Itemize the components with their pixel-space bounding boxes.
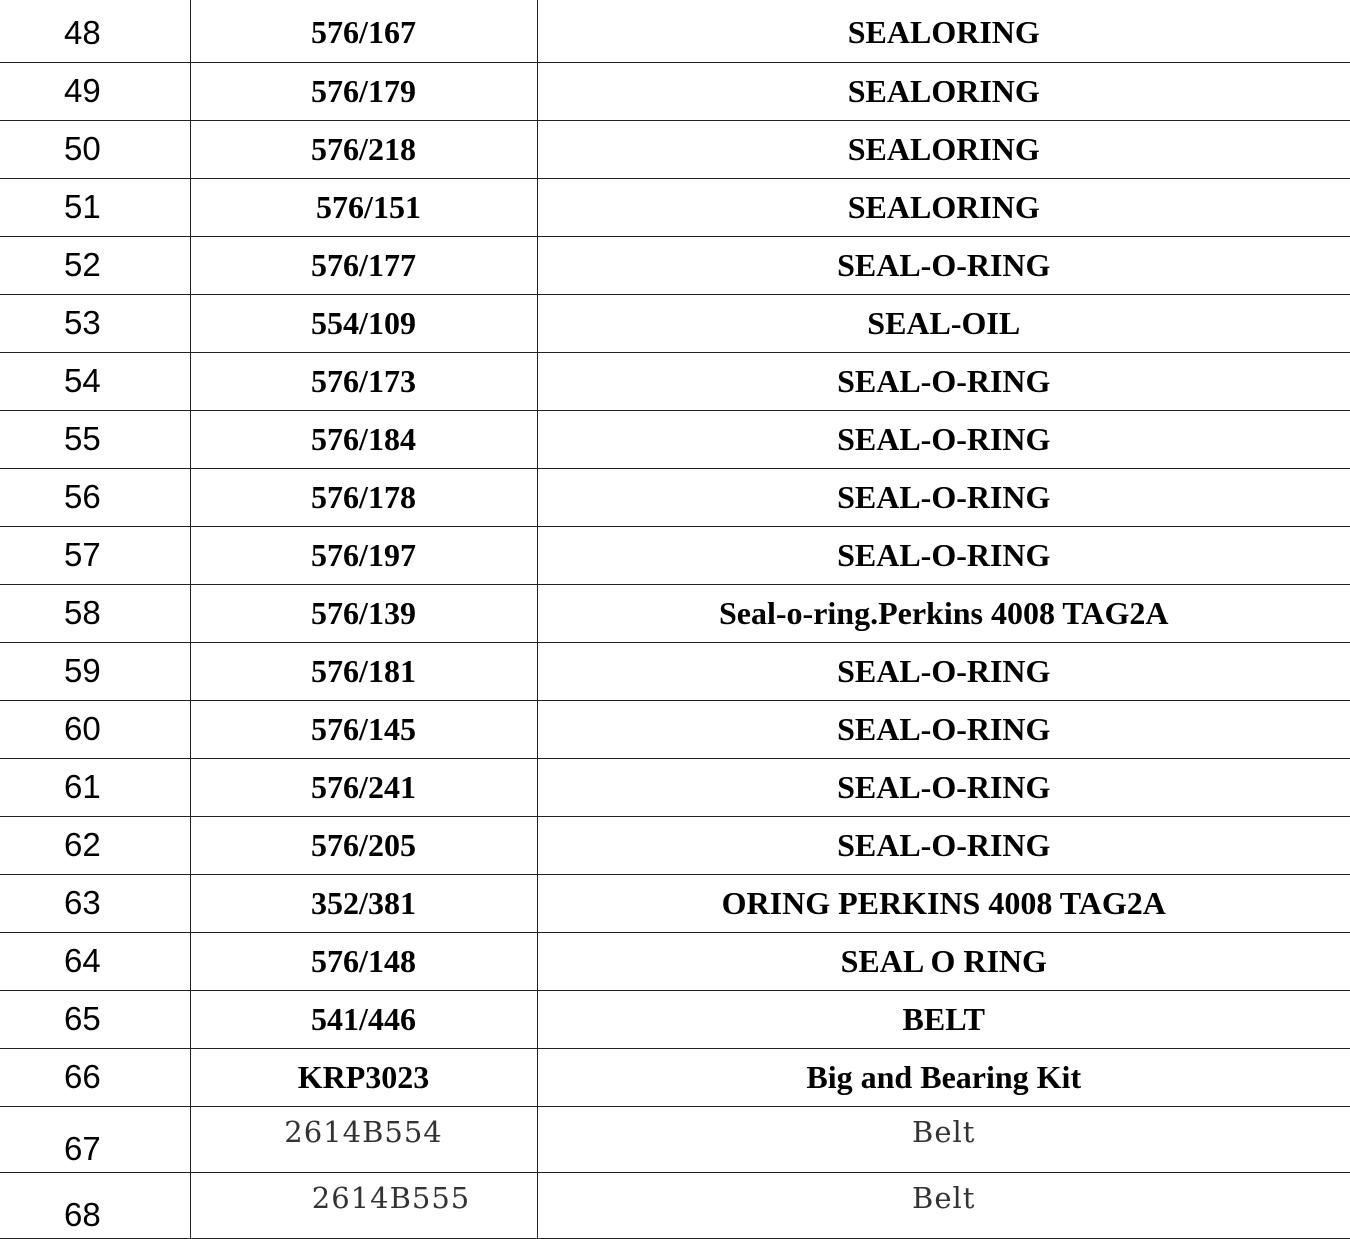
part-description: SEALORING	[537, 120, 1350, 178]
part-description: Belt	[537, 1106, 1350, 1172]
part-number: 576/151	[190, 178, 537, 236]
part-number: 576/197	[190, 526, 537, 584]
table-row	[0, 584, 1350, 642]
part-description: SEAL O RING	[537, 932, 1350, 990]
part-number: 576/184	[190, 410, 537, 468]
part-description: SEAL-O-RING	[537, 352, 1350, 410]
part-description: ORING PERKINS 4008 TAG2A	[537, 874, 1350, 932]
row-number: 58	[0, 584, 190, 642]
row-number: 60	[0, 700, 190, 758]
row-number: 49	[0, 62, 190, 120]
part-number: 576/218	[190, 120, 537, 178]
table-row	[0, 816, 1350, 874]
table-row	[0, 526, 1350, 584]
table-row	[0, 1106, 1350, 1172]
part-description: BELT	[537, 990, 1350, 1048]
row-number: 57	[0, 526, 190, 584]
table-row	[0, 874, 1350, 932]
row-number: 48	[0, 4, 190, 62]
part-description: SEAL-O-RING	[537, 526, 1350, 584]
row-number: 68	[0, 1172, 190, 1238]
part-description: SEAL-OIL	[537, 294, 1350, 352]
table-row	[0, 1172, 1350, 1238]
part-description: SEALORING	[537, 62, 1350, 120]
parts-table	[0, 4, 1350, 1239]
part-description: SEAL-O-RING	[537, 758, 1350, 816]
row-number: 61	[0, 758, 190, 816]
table-row	[0, 932, 1350, 990]
part-number: 576/173	[190, 352, 537, 410]
part-number: 576/205	[190, 816, 537, 874]
part-number: 576/139	[190, 584, 537, 642]
part-number: 576/241	[190, 758, 537, 816]
row-number: 50	[0, 120, 190, 178]
part-number: KRP3023	[190, 1048, 537, 1106]
part-description: Big and Bearing Kit	[537, 1048, 1350, 1106]
part-number: 576/145	[190, 700, 537, 758]
part-description: SEALORING	[537, 178, 1350, 236]
row-number: 55	[0, 410, 190, 468]
row-number: 59	[0, 642, 190, 700]
table-row	[0, 468, 1350, 526]
row-number: 56	[0, 468, 190, 526]
part-description: Belt	[537, 1172, 1350, 1238]
table-row	[0, 410, 1350, 468]
table-row	[0, 700, 1350, 758]
part-number: 2614B554	[190, 1106, 537, 1172]
row-number: 52	[0, 236, 190, 294]
part-number: 576/148	[190, 932, 537, 990]
part-number: 576/177	[190, 236, 537, 294]
part-number: 352/381	[190, 874, 537, 932]
row-number: 54	[0, 352, 190, 410]
table-row	[0, 4, 1350, 62]
part-number: 554/109	[190, 294, 537, 352]
table-row	[0, 294, 1350, 352]
row-number: 64	[0, 932, 190, 990]
part-description: SEAL-O-RING	[537, 410, 1350, 468]
row-number: 66	[0, 1048, 190, 1106]
table-row	[0, 236, 1350, 294]
row-number: 67	[0, 1106, 190, 1172]
row-number: 65	[0, 990, 190, 1048]
part-number: 541/446	[190, 990, 537, 1048]
part-description: SEAL-O-RING	[537, 816, 1350, 874]
part-description: SEAL-O-RING	[537, 700, 1350, 758]
part-number: 576/178	[190, 468, 537, 526]
part-description: SEAL-O-RING	[537, 642, 1350, 700]
part-number: 576/167	[190, 4, 537, 62]
part-description: SEALORING	[537, 4, 1350, 62]
part-description: SEAL-O-RING	[537, 236, 1350, 294]
table-row	[0, 120, 1350, 178]
table-row	[0, 990, 1350, 1048]
row-number: 53	[0, 294, 190, 352]
row-number: 51	[0, 178, 190, 236]
table-row	[0, 62, 1350, 120]
table-row	[0, 1048, 1350, 1106]
part-description: Seal-o-ring.Perkins 4008 TAG2A	[537, 584, 1350, 642]
row-number: 62	[0, 816, 190, 874]
table-row	[0, 178, 1350, 236]
table-row	[0, 352, 1350, 410]
row-number: 63	[0, 874, 190, 932]
table-row	[0, 642, 1350, 700]
part-number: 576/181	[190, 642, 537, 700]
table-row	[0, 758, 1350, 816]
part-number: 2614B555	[190, 1172, 537, 1238]
part-description: SEAL-O-RING	[537, 468, 1350, 526]
part-number: 576/179	[190, 62, 537, 120]
